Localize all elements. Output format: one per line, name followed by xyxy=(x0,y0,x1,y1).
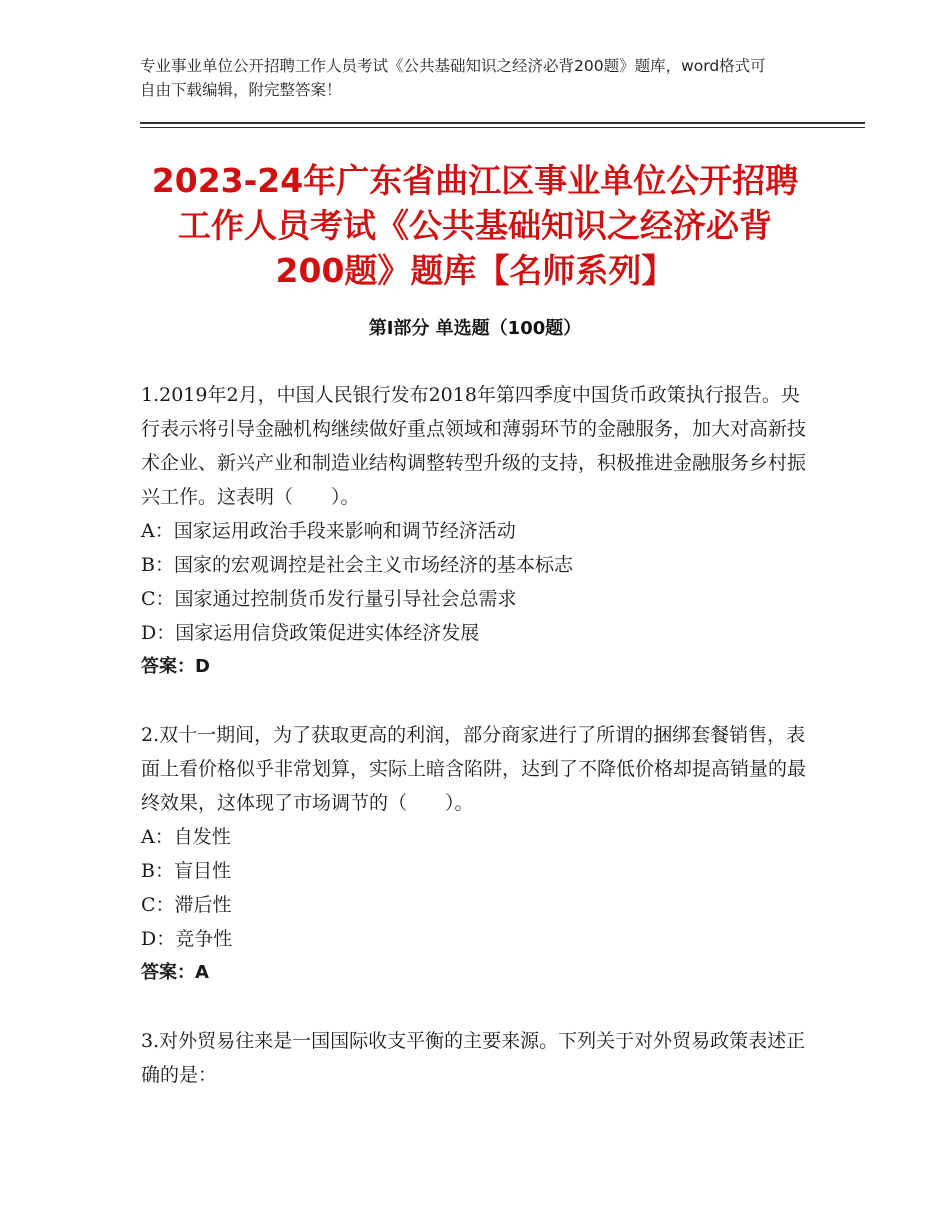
question-option: C：国家通过控制货币发行量引导社会总需求 xyxy=(141,588,517,610)
question-answer: 答案：A xyxy=(141,962,209,983)
question-answer: 答案：D xyxy=(141,656,210,677)
title-line: 2023-24年广东省曲江区事业单位公开招聘 xyxy=(151,161,799,200)
question-stem: 2.双十一期间，为了获取更高的利润，部分商家进行了所谓的捆绑套餐销售，表面上看价格似乎非常划算，实际上暗含陷阱，达到了不降低价格却提高销量的最终效果，这体现了市场调节的（ ）。 xyxy=(141,724,807,814)
question-stem: 1.2019年2月，中国人民银行发布2018年第四季度中国货币政策执行报告。央行表示将引导金融机构继续做好重点领域和薄弱环节的金融服务，加大对高新技术企业、新兴产业和制造业结构调整转型升级的支持，积极推进金融服务乡村振兴工作。这表明（ ）。 xyxy=(141,384,807,508)
question-stem: 3.对外贸易往来是一国国际收支平衡的主要来源。下列关于对外贸易政策表述正确的是： xyxy=(141,1030,806,1086)
title-line: 200题》题库【名师系列】 xyxy=(275,251,675,290)
question-item xyxy=(141,718,811,990)
header-divider-thin xyxy=(140,127,865,128)
question-option: A：国家运用政治手段来影响和调节经济活动 xyxy=(141,520,516,542)
title-line: 工作人员考试《公共基础知识之经济必背 xyxy=(178,206,772,245)
section-title: 第Ⅰ部分 单选题（100题） xyxy=(368,318,582,339)
header-divider-thick xyxy=(140,122,865,124)
question-option: B：盲目性 xyxy=(141,860,231,882)
question-list xyxy=(141,378,811,1126)
question-item xyxy=(141,1024,811,1092)
question-option: A：自发性 xyxy=(141,826,231,848)
question-option: B：国家的宏观调控是社会主义市场经济的基本标志 xyxy=(141,554,573,576)
question-item xyxy=(141,378,811,684)
question-option: D：竞争性 xyxy=(141,928,233,950)
document-title xyxy=(100,158,850,293)
header-note: 专业事业单位公开招聘工作人员考试《公共基础知识之经济必背200题》题库，word格式可自由下载编辑，附完整答案！ xyxy=(140,57,766,99)
question-option: D：国家运用信贷政策促进实体经济发展 xyxy=(141,622,480,644)
question-option: C：滞后性 xyxy=(141,894,232,916)
